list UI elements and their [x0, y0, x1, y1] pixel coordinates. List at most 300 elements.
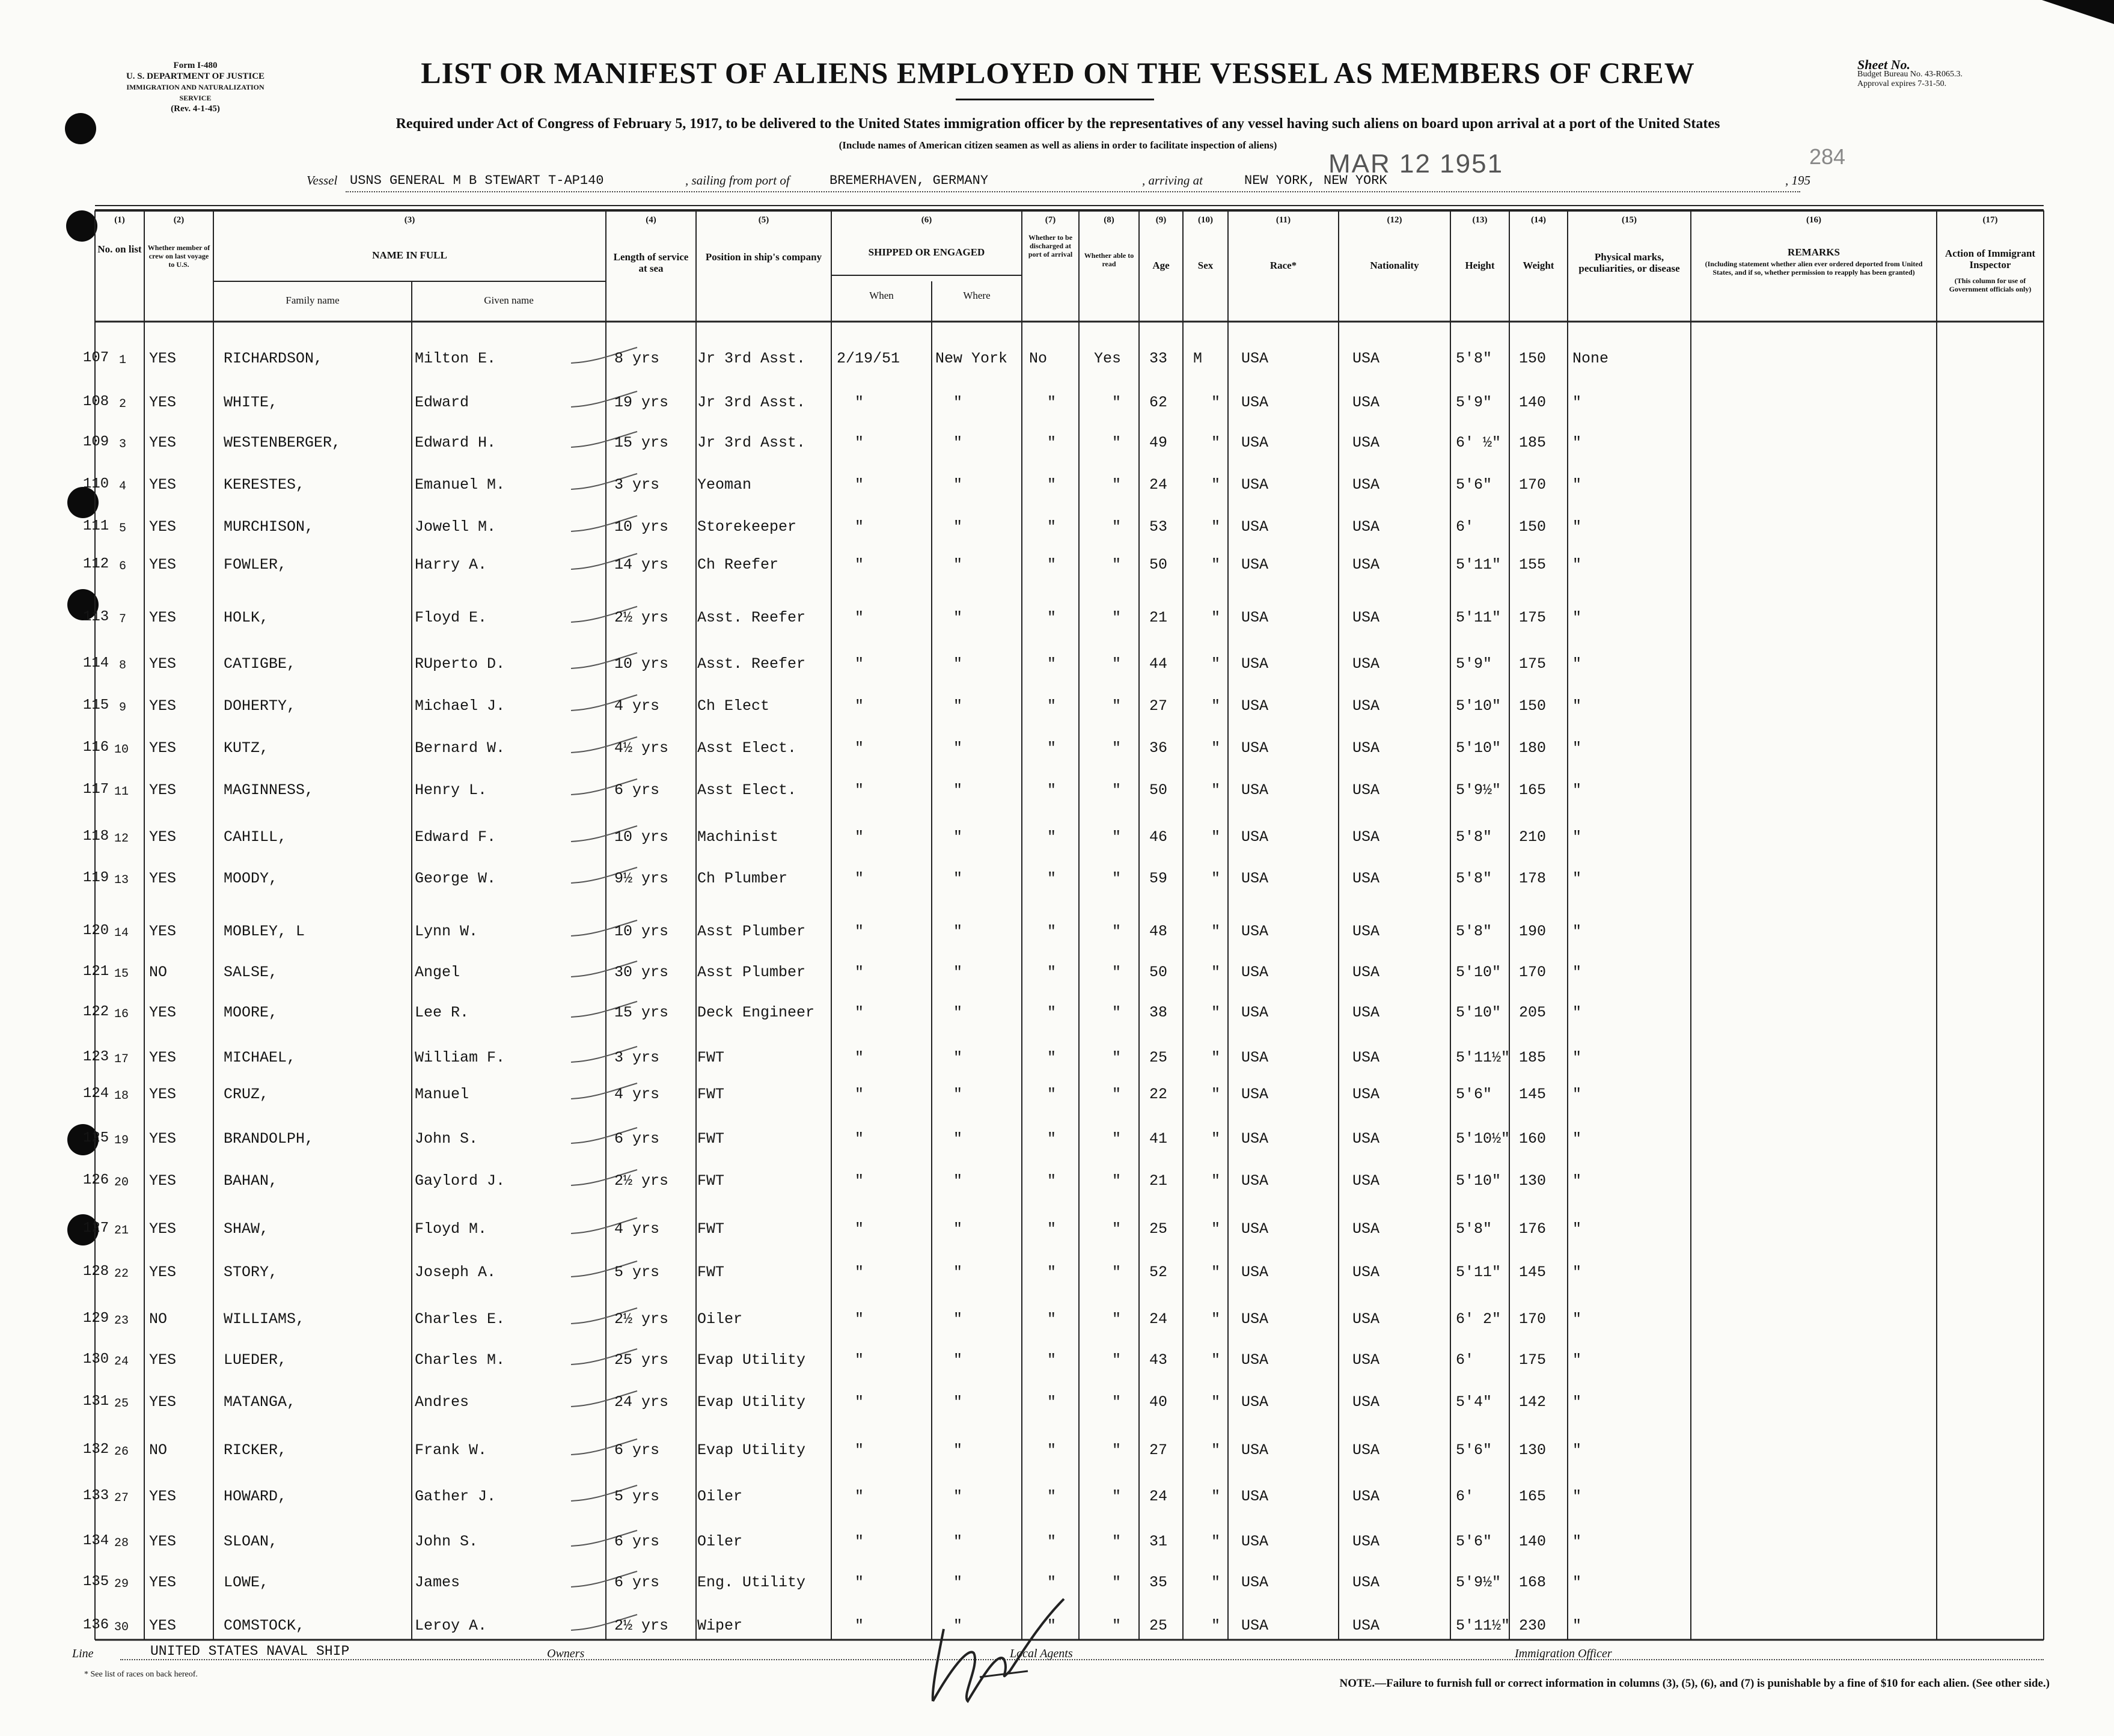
physical-marks-cell: "	[1572, 1533, 1582, 1550]
given-name-cell: James	[415, 1574, 460, 1591]
sex-cell: "	[1211, 1310, 1221, 1328]
races-note: * See list of races on back hereof.	[84, 1670, 198, 1679]
row-number: 127	[83, 1220, 109, 1236]
shipped-when-cell: "	[855, 1086, 864, 1103]
family-name-cell: DOHERTY,	[224, 697, 296, 715]
row-sequence: 6	[119, 560, 127, 573]
nationality-cell: USA	[1352, 870, 1380, 887]
family-name-cell: CAHILL,	[224, 828, 287, 846]
race-cell: USA	[1241, 1441, 1269, 1459]
row-sequence: 30	[114, 1621, 129, 1634]
service-cell: 5 yrs	[614, 1488, 660, 1505]
shipped-where-cell: "	[953, 476, 963, 494]
row-sequence: 2	[119, 397, 127, 411]
row-sequence: 11	[114, 785, 129, 799]
row-number: 119	[83, 870, 109, 886]
sex-cell: "	[1211, 739, 1221, 757]
given-name-cell: Andres	[415, 1393, 469, 1411]
service: IMMIGRATION AND NATURALIZATION SERVICE	[126, 83, 264, 102]
race-cell: USA	[1241, 1049, 1269, 1066]
weight-cell: 175	[1519, 655, 1547, 673]
column-number: (3)	[404, 215, 415, 225]
crew-cell: YES	[149, 350, 177, 367]
shipped-where-cell: "	[953, 1049, 963, 1066]
vessel-value: USNS GENERAL M B STEWART T-AP140	[350, 173, 604, 188]
row-number: 114	[83, 655, 109, 671]
line-value: UNITED STATES NAVAL SHIP	[150, 1643, 350, 1659]
service-cell: 10 yrs	[614, 518, 669, 536]
weight-cell: 140	[1519, 394, 1547, 411]
service-cell: 3 yrs	[614, 1049, 660, 1066]
nationality-cell: USA	[1352, 923, 1380, 940]
date-stamp: MAR 12 1951	[1328, 149, 1504, 179]
sex-cell: "	[1211, 1004, 1221, 1021]
position-cell: Deck Engineer	[697, 1004, 815, 1021]
physical-marks-cell: "	[1572, 556, 1582, 573]
shipped-where-cell: "	[953, 556, 963, 573]
shipped-where-cell: "	[953, 828, 963, 846]
family-name-cell: BRANDOLPH,	[224, 1130, 314, 1148]
weight-cell: 165	[1519, 781, 1547, 799]
row-number: 113	[83, 609, 109, 625]
height-cell: 5'9"	[1456, 655, 1492, 673]
family-name-cell: RICHARDSON,	[224, 350, 323, 367]
age-cell: 62	[1149, 394, 1168, 411]
physical-marks-cell: "	[1572, 1441, 1582, 1459]
discharged-cell: "	[1047, 923, 1057, 940]
row-sequence: 29	[114, 1577, 129, 1591]
able-to-read-cell: "	[1112, 697, 1122, 715]
header-shipped-or-engaged: SHIPPED OR ENGAGED	[868, 246, 985, 258]
shipped-where-cell: "	[953, 1264, 963, 1281]
shipped-when-cell: "	[855, 781, 864, 799]
height-cell: 5'8"	[1456, 870, 1492, 887]
weight-cell: 130	[1519, 1172, 1547, 1190]
row-sequence: 20	[114, 1176, 129, 1190]
family-name-cell: HOLK,	[224, 609, 269, 626]
arriving-label: , arriving at	[1142, 173, 1203, 188]
crew-cell: YES	[149, 1533, 177, 1550]
nationality-cell: USA	[1352, 1130, 1380, 1148]
able-to-read-cell: "	[1112, 556, 1122, 573]
position-cell: Machinist	[697, 828, 779, 846]
able-to-read-cell: Yes	[1094, 350, 1122, 367]
header-remarks: REMARKS	[1788, 246, 1840, 258]
row-number: 136	[83, 1617, 109, 1633]
row-number: 124	[83, 1086, 109, 1102]
physical-marks-cell: "	[1572, 1351, 1582, 1369]
race-cell: USA	[1241, 1086, 1269, 1103]
shipped-where-cell: "	[953, 1574, 963, 1591]
weight-cell: 175	[1519, 1351, 1547, 1369]
physical-marks-cell: "	[1572, 697, 1582, 715]
sex-cell: "	[1211, 964, 1221, 981]
weight-cell: 150	[1519, 518, 1547, 536]
physical-marks-cell: "	[1572, 1264, 1582, 1281]
sex-cell: "	[1211, 870, 1221, 887]
crew-cell: YES	[149, 1172, 177, 1190]
height-cell: 5'11"	[1456, 556, 1501, 573]
shipped-where-cell: "	[953, 923, 963, 940]
shipped-when-cell: "	[855, 1393, 864, 1411]
weight-cell: 205	[1519, 1004, 1547, 1021]
physical-marks-cell: "	[1572, 1393, 1582, 1411]
discharged-cell: "	[1047, 1351, 1057, 1369]
row-number: 116	[83, 739, 109, 756]
race-cell: USA	[1241, 739, 1269, 757]
service-cell: 6 yrs	[614, 1441, 660, 1459]
discharged-cell: "	[1047, 609, 1057, 626]
given-name-cell: Joseph A.	[415, 1264, 496, 1281]
height-cell: 5'6"	[1456, 1086, 1492, 1103]
physical-marks-cell: "	[1572, 1617, 1582, 1634]
able-to-read-cell: "	[1112, 1617, 1122, 1634]
shipped-where-cell: "	[953, 434, 963, 451]
header-position: Position in ship's company	[705, 251, 822, 263]
physical-marks-cell: "	[1572, 609, 1582, 626]
position-cell: FWT	[697, 1086, 725, 1103]
family-name-cell: CRUZ,	[224, 1086, 269, 1103]
given-name-cell: Charles E.	[415, 1310, 506, 1328]
able-to-read-cell: "	[1112, 964, 1122, 981]
shipped-when-cell: "	[855, 609, 864, 626]
department: U. S. DEPARTMENT OF JUSTICE	[126, 72, 265, 81]
able-to-read-cell: "	[1112, 1086, 1122, 1103]
service-cell: 24 yrs	[614, 1393, 669, 1411]
nationality-cell: USA	[1352, 1351, 1380, 1369]
nationality-cell: USA	[1352, 1086, 1380, 1103]
header-action: Action of Immigrant Inspector	[1944, 248, 2036, 270]
sex-cell: "	[1211, 1393, 1221, 1411]
header-given-name: Given name	[484, 295, 534, 306]
age-cell: 27	[1149, 1441, 1168, 1459]
local-agents-label: Local Agents	[1010, 1647, 1073, 1660]
position-cell: Wiper	[697, 1617, 743, 1634]
height-cell: 6'	[1456, 518, 1474, 536]
shipped-when-cell: "	[855, 1488, 864, 1505]
position-cell: Evap Utility	[697, 1393, 806, 1411]
position-cell: Oiler	[697, 1310, 743, 1328]
height-cell: 5'8"	[1456, 828, 1492, 846]
header-no-on-list: No. on list	[97, 243, 142, 255]
sex-cell: "	[1211, 1220, 1221, 1238]
shipped-where-cell: "	[953, 697, 963, 715]
family-name-cell: WILLIAMS,	[224, 1310, 305, 1328]
race-cell: USA	[1241, 1004, 1269, 1021]
row-number: 132	[83, 1441, 109, 1458]
able-to-read-cell: "	[1112, 739, 1122, 757]
row-sequence: 16	[114, 1007, 129, 1021]
service-cell: 2½ yrs	[614, 1172, 669, 1190]
service-cell: 25 yrs	[614, 1351, 669, 1369]
physical-marks-cell: "	[1572, 1004, 1582, 1021]
able-to-read-cell: "	[1112, 1393, 1122, 1411]
row-sequence: 27	[114, 1491, 129, 1505]
discharged-cell: "	[1047, 476, 1057, 494]
discharged-cell: "	[1047, 394, 1057, 411]
row-number: 134	[83, 1533, 109, 1549]
row-sequence: 25	[114, 1397, 129, 1411]
header-when: When	[869, 290, 894, 301]
shipped-when-cell: 2/19/51	[837, 350, 900, 367]
position-cell: Oiler	[697, 1533, 743, 1550]
row-number: 129	[83, 1310, 109, 1327]
weight-cell: 142	[1519, 1393, 1547, 1411]
subtitle: Required under Act of Congress of February 5, 1917, to be delivered to the United States immigration officer by the representatives of any vessel having such aliens on board upon arrival at a port of the United States	[396, 116, 1720, 132]
sex-cell: "	[1211, 394, 1221, 411]
able-to-read-cell: "	[1112, 1172, 1122, 1190]
service-cell: 15 yrs	[614, 434, 669, 451]
able-to-read-cell: "	[1112, 655, 1122, 673]
able-to-read-cell: "	[1112, 1264, 1122, 1281]
row-sequence: 1	[119, 353, 127, 367]
sex-cell: "	[1211, 1617, 1221, 1634]
nationality-cell: USA	[1352, 1049, 1380, 1066]
header-weight: Weight	[1523, 260, 1554, 271]
given-name-cell: Frank W.	[415, 1441, 487, 1459]
shipped-when-cell: "	[855, 1351, 864, 1369]
year-label: , 195	[1785, 173, 1810, 188]
position-cell: FWT	[697, 1172, 725, 1190]
discharged-cell: "	[1047, 697, 1057, 715]
service-cell: 6 yrs	[614, 781, 660, 799]
able-to-read-cell: "	[1112, 609, 1122, 626]
shipped-when-cell: "	[855, 1264, 864, 1281]
nationality-cell: USA	[1352, 476, 1380, 494]
age-cell: 38	[1149, 1004, 1168, 1021]
position-cell: Jr 3rd Asst.	[697, 434, 806, 451]
row-sequence: 21	[114, 1224, 129, 1238]
race-cell: USA	[1241, 350, 1269, 367]
shipped-when-cell: "	[855, 1049, 864, 1066]
height-cell: 5'4"	[1456, 1393, 1492, 1411]
height-cell: 5'9"	[1456, 394, 1492, 411]
budget-number: Budget Bureau No. 43-R065.3.	[1857, 70, 1963, 79]
weight-cell: 190	[1519, 923, 1547, 940]
discharged-cell: "	[1047, 1172, 1057, 1190]
crew-cell: YES	[149, 1220, 177, 1238]
weight-cell: 230	[1519, 1617, 1547, 1634]
height-cell: 5'6"	[1456, 476, 1492, 494]
nationality-cell: USA	[1352, 655, 1380, 673]
race-cell: USA	[1241, 1130, 1269, 1148]
given-name-cell: Charles M.	[415, 1351, 506, 1369]
position-cell: Jr 3rd Asst.	[697, 350, 806, 367]
shipped-when-cell: "	[855, 923, 864, 940]
shipped-where-cell: "	[953, 1617, 963, 1634]
sex-cell: "	[1211, 1130, 1221, 1148]
able-to-read-cell: "	[1112, 1533, 1122, 1550]
race-cell: USA	[1241, 781, 1269, 799]
row-number: 122	[83, 1004, 109, 1020]
position-cell: FWT	[697, 1264, 725, 1281]
shipped-where-cell: "	[953, 1172, 963, 1190]
service-cell: 10 yrs	[614, 828, 669, 846]
discharged-cell: "	[1047, 1617, 1057, 1634]
able-to-read-cell: "	[1112, 1441, 1122, 1459]
footer-dotted-line	[120, 1659, 2044, 1660]
row-sequence: 24	[114, 1355, 129, 1369]
given-name-cell: Harry A.	[415, 556, 487, 573]
physical-marks-cell: "	[1572, 964, 1582, 981]
sex-cell: "	[1211, 1488, 1221, 1505]
family-name-cell: KUTZ,	[224, 739, 269, 757]
physical-marks-cell: "	[1572, 1310, 1582, 1328]
crew-cell: YES	[149, 1488, 177, 1505]
position-cell: Evap Utility	[697, 1441, 806, 1459]
nationality-cell: USA	[1352, 739, 1380, 757]
shipped-when-cell: "	[855, 828, 864, 846]
row-sequence: 14	[114, 926, 129, 940]
given-name-cell: Edward	[415, 394, 469, 411]
family-name-cell: RICKER,	[224, 1441, 287, 1459]
nationality-cell: USA	[1352, 828, 1380, 846]
age-cell: 25	[1149, 1049, 1168, 1066]
discharged-cell: "	[1047, 1393, 1057, 1411]
nationality-cell: USA	[1352, 1533, 1380, 1550]
header-family-name: Family name	[286, 295, 340, 306]
row-number: 107	[83, 350, 109, 366]
header-physical: Physical marks, peculiarities, or disease	[1578, 251, 1680, 274]
height-cell: 6'	[1456, 1488, 1474, 1505]
weight-cell: 150	[1519, 697, 1547, 715]
position-cell: Oiler	[697, 1488, 743, 1505]
crew-cell: YES	[149, 609, 177, 626]
weight-cell: 178	[1519, 870, 1547, 887]
nationality-cell: USA	[1352, 434, 1380, 451]
physical-marks-cell: "	[1572, 1488, 1582, 1505]
row-sequence: 4	[119, 480, 127, 494]
discharged-cell: "	[1047, 1441, 1057, 1459]
shipped-where-cell: "	[953, 394, 963, 411]
physical-marks-cell: "	[1572, 1130, 1582, 1148]
approval-expiry: Approval expires 7-31-50.	[1857, 79, 1947, 88]
race-cell: USA	[1241, 1393, 1269, 1411]
race-cell: USA	[1241, 1264, 1269, 1281]
row-number: 108	[83, 394, 109, 410]
age-cell: 50	[1149, 556, 1168, 573]
crew-cell: YES	[149, 1130, 177, 1148]
physical-marks-cell: "	[1572, 1086, 1582, 1103]
column-number: (7)	[1045, 215, 1056, 225]
crew-cell: YES	[149, 697, 177, 715]
discharged-cell: "	[1047, 655, 1057, 673]
service-cell: 9½ yrs	[614, 870, 669, 887]
shipped-when-cell: "	[855, 518, 864, 536]
race-cell: USA	[1241, 923, 1269, 940]
family-name-cell: COMSTOCK,	[224, 1617, 305, 1634]
able-to-read-cell: "	[1112, 870, 1122, 887]
shipped-where-cell: "	[953, 1393, 963, 1411]
race-cell: USA	[1241, 1574, 1269, 1591]
discharged-cell: "	[1047, 1533, 1057, 1550]
given-name-cell: George W.	[415, 870, 496, 887]
given-name-cell: Lynn W.	[415, 923, 478, 940]
row-sequence: 17	[114, 1053, 129, 1066]
height-cell: 5'9½"	[1456, 781, 1501, 799]
row-sequence: 7	[119, 613, 127, 626]
service-cell: 8 yrs	[614, 350, 660, 367]
nationality-cell: USA	[1352, 394, 1380, 411]
service-cell: 4½ yrs	[614, 739, 669, 757]
crew-cell: YES	[149, 828, 177, 846]
line-label: Line	[72, 1647, 94, 1660]
shipped-when-cell: "	[855, 476, 864, 494]
age-cell: 48	[1149, 923, 1168, 940]
owners-label: Owners	[547, 1647, 585, 1660]
able-to-read-cell: "	[1112, 434, 1122, 451]
given-name-cell: Gaylord J.	[415, 1172, 506, 1190]
nationality-cell: USA	[1352, 1310, 1380, 1328]
header-able-read: Whether able to read	[1084, 251, 1134, 268]
physical-marks-cell: "	[1572, 655, 1582, 673]
nationality-cell: USA	[1352, 697, 1380, 715]
age-cell: 50	[1149, 781, 1168, 799]
given-name-cell: Jowell M.	[415, 518, 496, 536]
age-cell: 50	[1149, 964, 1168, 981]
crew-cell: YES	[149, 1086, 177, 1103]
shipped-where-cell: "	[953, 1488, 963, 1505]
row-number: 115	[83, 697, 109, 714]
shipped-where-cell: "	[953, 1220, 963, 1238]
shipped-where-cell: "	[953, 781, 963, 799]
shipped-where-cell: "	[953, 1086, 963, 1103]
able-to-read-cell: "	[1112, 1130, 1122, 1148]
position-cell: Evap Utility	[697, 1351, 806, 1369]
header-sex: Sex	[1197, 260, 1214, 271]
able-to-read-cell: "	[1112, 781, 1122, 799]
vessel-label: Vessel	[307, 173, 338, 188]
family-name-cell: LOWE,	[224, 1574, 269, 1591]
subtitle-note: (Include names of American citizen seamen as well as aliens in order to facilitate inspection of aliens)	[839, 139, 1277, 151]
crew-cell: YES	[149, 1574, 177, 1591]
header-race: Race*	[1269, 260, 1297, 271]
discharged-cell: "	[1047, 870, 1057, 887]
sex-cell: "	[1211, 434, 1221, 451]
height-cell: 5'11"	[1456, 609, 1501, 626]
row-number: 110	[83, 476, 109, 492]
revision: (Rev. 4-1-45)	[171, 104, 220, 114]
position-cell: Jr 3rd Asst.	[697, 394, 806, 411]
age-cell: 46	[1149, 828, 1168, 846]
sex-cell: "	[1211, 1086, 1221, 1103]
sex-cell: "	[1211, 1533, 1221, 1550]
column-number: (11)	[1275, 215, 1291, 225]
row-number: 131	[83, 1393, 109, 1410]
physical-marks-cell: "	[1572, 870, 1582, 887]
row-sequence: 15	[114, 967, 129, 981]
age-cell: 22	[1149, 1086, 1168, 1103]
column-number: (6)	[921, 215, 932, 225]
position-cell: FWT	[697, 1130, 725, 1148]
able-to-read-cell: "	[1112, 1049, 1122, 1066]
height-cell: 6' ½"	[1456, 434, 1501, 451]
row-number: 120	[83, 923, 109, 939]
age-cell: 21	[1149, 1172, 1168, 1190]
nationality-cell: USA	[1352, 781, 1380, 799]
able-to-read-cell: "	[1112, 1220, 1122, 1238]
shipped-when-cell: "	[855, 394, 864, 411]
header-nationality: Nationality	[1370, 260, 1419, 271]
weight-cell: 145	[1519, 1264, 1547, 1281]
discharged-cell: "	[1047, 1264, 1057, 1281]
sex-cell: "	[1211, 1264, 1221, 1281]
given-name-cell: Lee R.	[415, 1004, 469, 1021]
discharged-cell: "	[1047, 828, 1057, 846]
crew-cell: YES	[149, 1049, 177, 1066]
shipped-when-cell: "	[855, 1130, 864, 1148]
race-cell: USA	[1241, 1220, 1269, 1238]
